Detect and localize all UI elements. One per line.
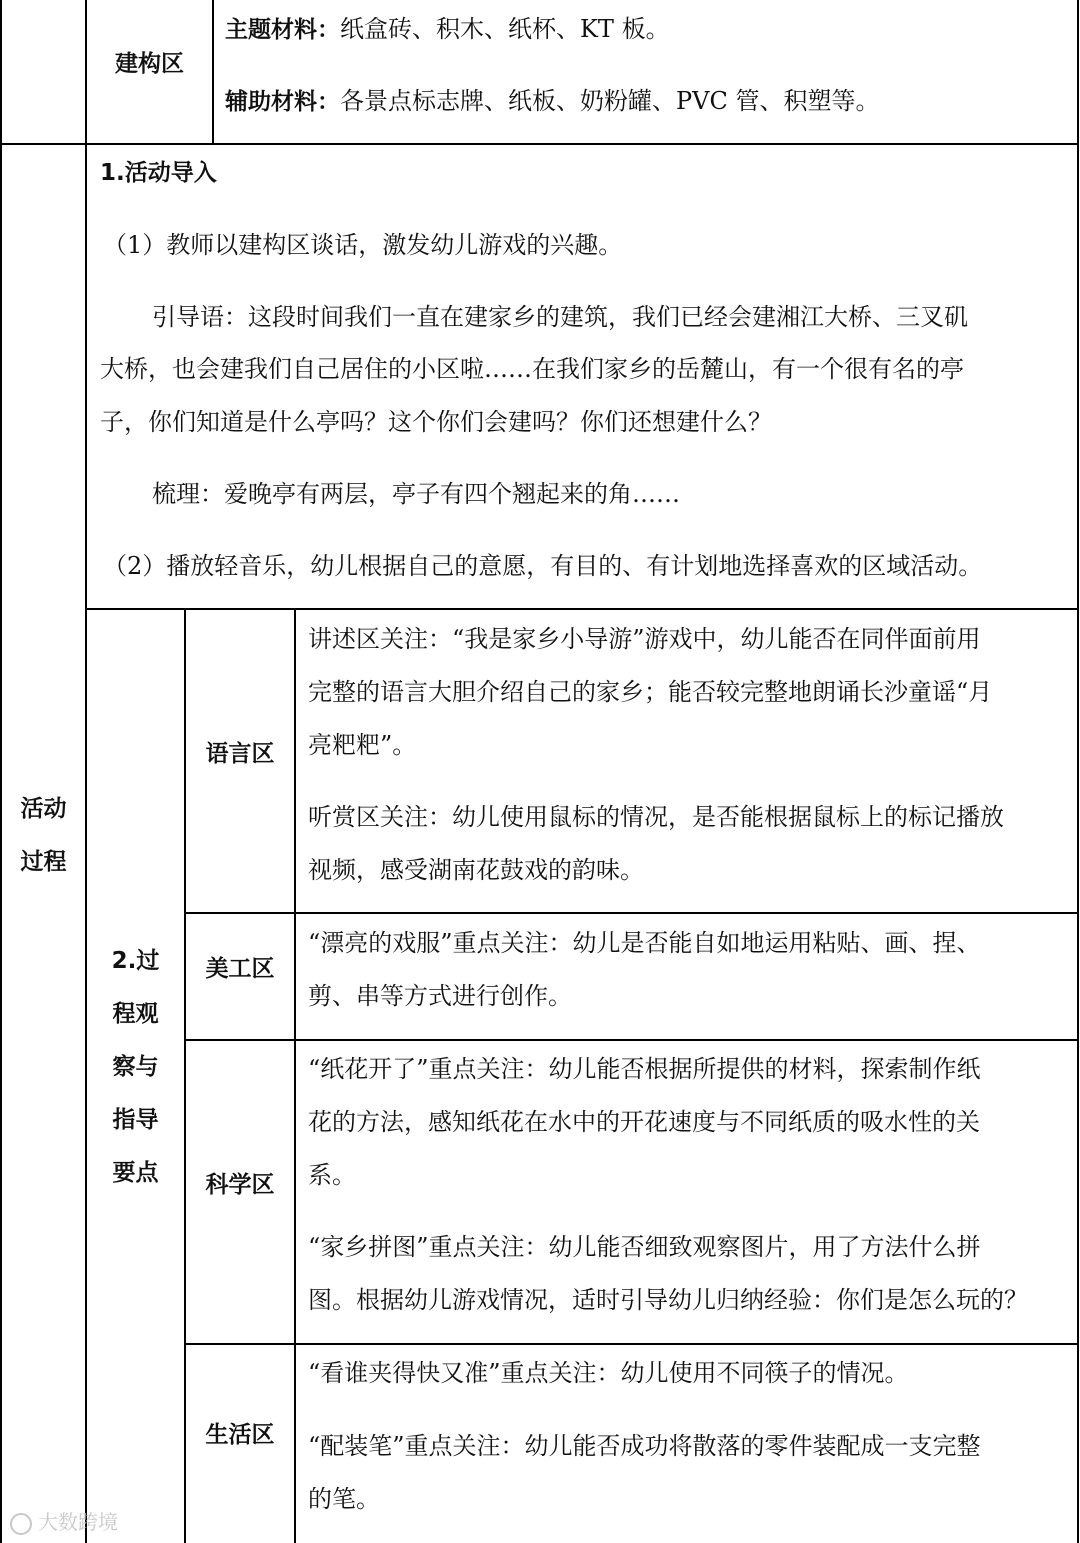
activity-process-label-line2: 过程 bbox=[20, 849, 67, 875]
observation-label-line3: 察与 bbox=[112, 1054, 159, 1080]
zone-language-name: 语言区 bbox=[205, 741, 275, 767]
intro-heading: 1.活动导入 bbox=[100, 160, 217, 186]
zone-art-line2: 剪、串等方式进行创作。 bbox=[308, 982, 572, 1010]
zone-language-line1: 讲述区关注：“我是家乡小导游”游戏中，幼儿能否在同伴面前用 bbox=[308, 625, 981, 653]
watermark-logo-icon bbox=[10, 1513, 32, 1535]
row-divider-4 bbox=[184, 1039, 1079, 1041]
observation-label-line1: 2.过 bbox=[111, 948, 160, 974]
zone-language-line3: 亮粑粑”。 bbox=[308, 731, 417, 759]
zone-language-line2: 完整的语言大胆介绍自己的家乡；能否较完整地朗诵长沙童谣“月 bbox=[308, 678, 993, 706]
intro-step2: （2）播放轻音乐，幼儿根据自己的意愿，有目的、有计划地选择喜欢的区域活动。 bbox=[103, 552, 983, 580]
zone-art-line1: “漂亮的戏服”重点关注：幼儿是否能自如地运用粘贴、画、捏、 bbox=[308, 929, 981, 957]
intro-guide-line1: 引导语：这段时间我们一直在建家乡的建筑，我们已经会建湘江大桥、三叉矶 bbox=[152, 303, 968, 331]
zone-life-line2: “配装笔”重点关注：幼儿能否成功将散落的零件装配成一支完整 bbox=[308, 1432, 981, 1460]
observation-label-line5: 要点 bbox=[112, 1160, 159, 1186]
intro-summary: 梳理：爱晚亭有两层，亭子有四个翘起来的角…… bbox=[152, 480, 680, 508]
zone-art-name: 美工区 bbox=[205, 956, 275, 982]
construction-area-label: 建构区 bbox=[115, 51, 184, 77]
theme-materials-label: 主题材料： bbox=[225, 17, 340, 43]
col-divider-1 bbox=[85, 0, 87, 1543]
zone-language-line4: 听赏区关注：幼儿使用鼠标的情况，是否能根据鼠标上的标记播放 bbox=[308, 803, 1004, 831]
zone-science-name: 科学区 bbox=[205, 1172, 275, 1198]
row-divider-3 bbox=[184, 912, 1079, 914]
watermark-text: 大数跨境 bbox=[38, 1510, 118, 1534]
col-divider-4 bbox=[294, 609, 296, 1543]
zone-science-line5: 图。根据幼儿游戏情况，适时引导幼儿归纳经验：你们是怎么玩的？ bbox=[308, 1286, 1028, 1314]
table-right-border bbox=[1077, 0, 1079, 1543]
aux-materials-row bbox=[225, 86, 879, 117]
zone-life-line1: “看谁夹得快又准”重点关注：幼儿使用不同筷子的情况。 bbox=[308, 1359, 909, 1387]
activity-process-label-line1: 活动 bbox=[20, 796, 67, 822]
zone-language-line5: 视频，感受湖南花鼓戏的韵味。 bbox=[308, 856, 644, 884]
zone-science-line2: 花的方法，感知纸花在水中的开花速度与不同纸质的吸水性的关 bbox=[308, 1108, 980, 1136]
zone-science-line4: “家乡拼图”重点关注：幼儿能否细致观察图片，用了方法什么拼 bbox=[308, 1233, 981, 1261]
intro-guide-line2: 大桥，也会建我们自己居住的小区啦……在我们家乡的岳麓山，有一个很有名的亭 bbox=[100, 355, 964, 383]
row-divider-5 bbox=[184, 1343, 1079, 1345]
row-divider-1 bbox=[0, 143, 1079, 145]
zone-life-line3: 的笔。 bbox=[308, 1485, 380, 1513]
table-left-border bbox=[0, 0, 2, 1543]
zone-science-line3: 系。 bbox=[308, 1161, 356, 1189]
intro-guide-line3: 子，你们知道是什么亭吗？这个你们会建吗？你们还想建什么？ bbox=[100, 408, 772, 436]
watermark bbox=[10, 1506, 118, 1535]
observation-label-line2: 程观 bbox=[112, 1001, 159, 1027]
intro-step1: （1）教师以建构区谈话，激发幼儿游戏的兴趣。 bbox=[103, 231, 623, 259]
row-divider-2 bbox=[85, 608, 1079, 610]
aux-materials-label: 辅助材料： bbox=[225, 89, 340, 115]
zone-science-line1: “纸花开了”重点关注：幼儿能否根据所提供的材料，探索制作纸 bbox=[308, 1055, 981, 1083]
theme-materials-text: 纸盒砖、积木、纸杯、KT 板。 bbox=[340, 15, 670, 43]
theme-materials-row bbox=[225, 14, 670, 45]
aux-materials-text: 各景点标志牌、纸板、奶粉罐、PVC 管、积塑等。 bbox=[340, 87, 880, 115]
col-divider-2 bbox=[212, 0, 214, 144]
observation-label-line4: 指导 bbox=[112, 1107, 159, 1133]
zone-life-name: 生活区 bbox=[205, 1422, 275, 1448]
